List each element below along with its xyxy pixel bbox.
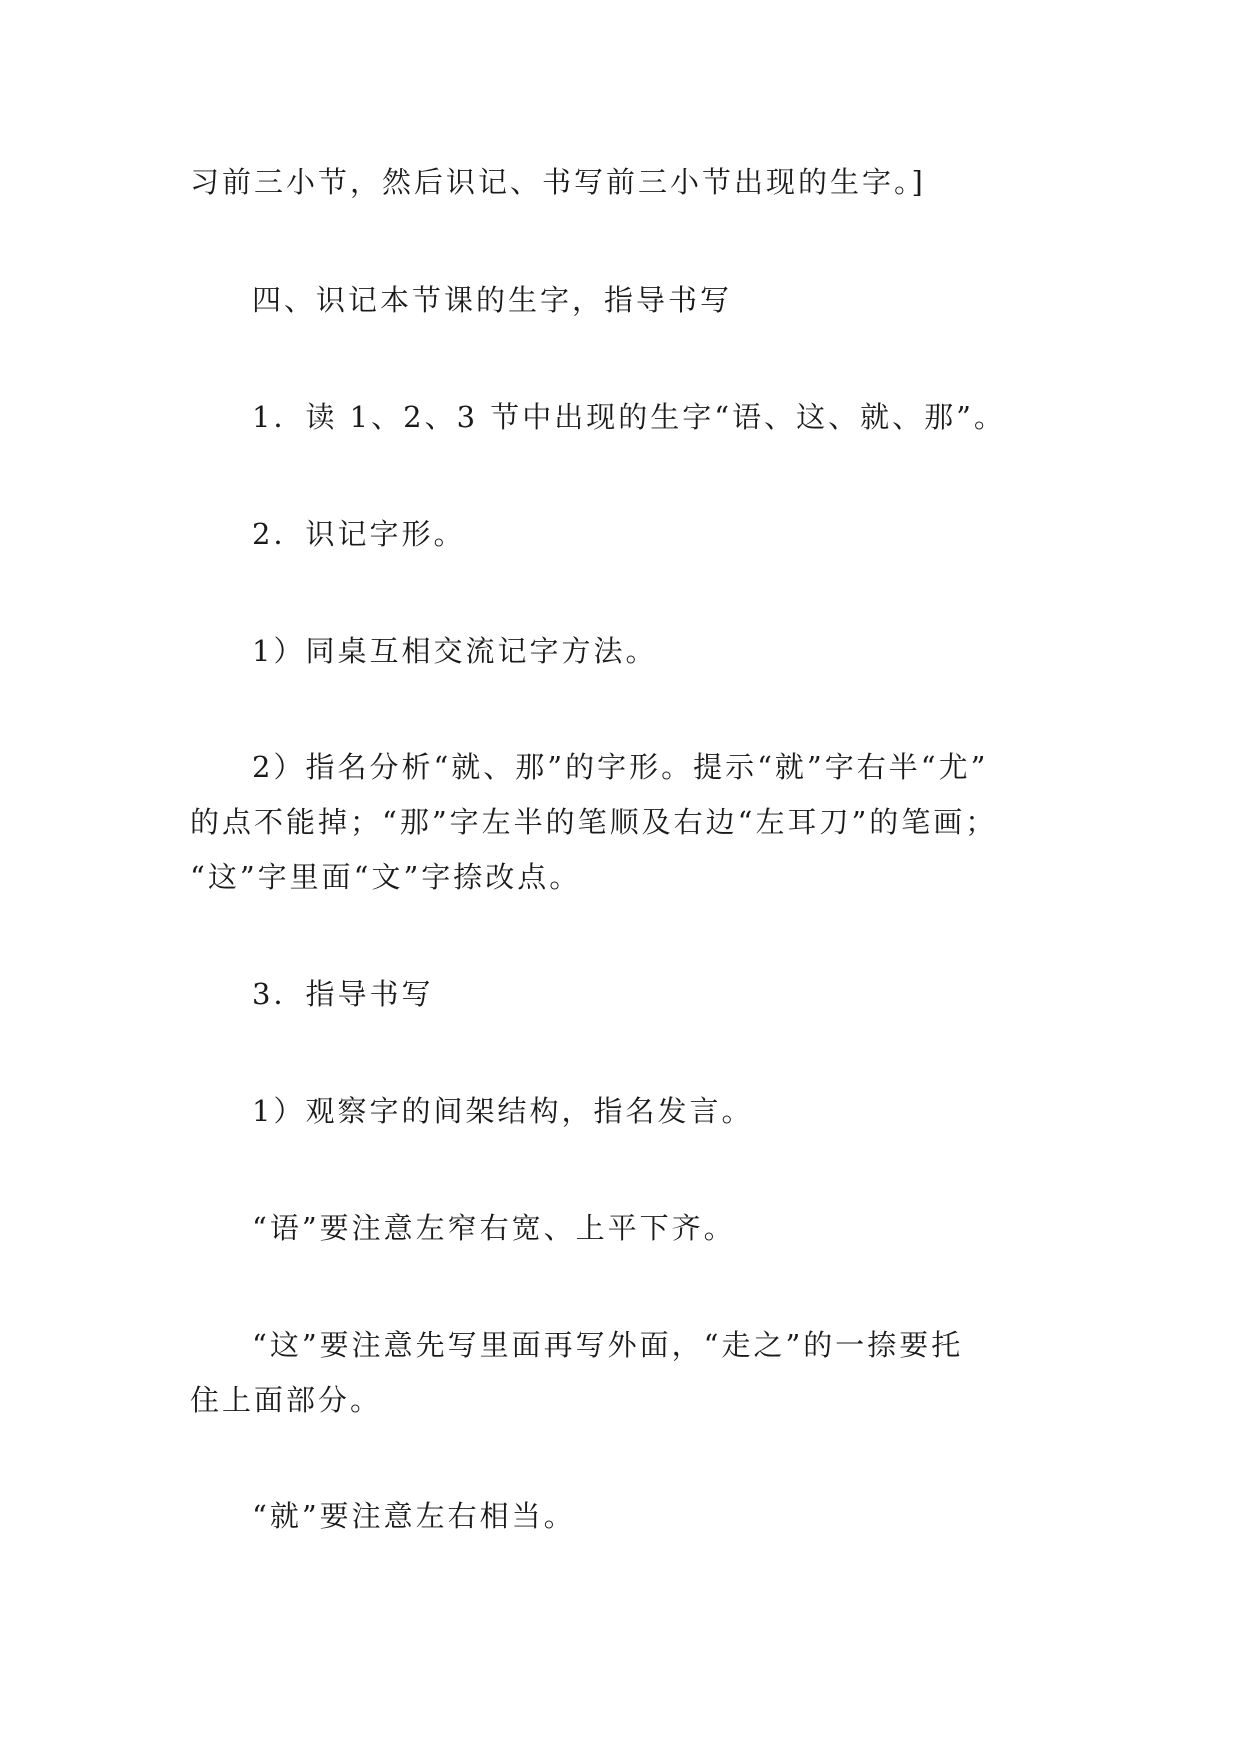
paragraph-line: 住上面部分。 bbox=[190, 1383, 383, 1417]
section-heading: 四、识记本节课的生字，指导书写 bbox=[252, 283, 733, 317]
paragraph-line: 1）同桌互相交流记字方法。 bbox=[252, 634, 658, 668]
paragraph-line: 2）指名分析“就、那”的字形。提示“就”字右半“尤” bbox=[252, 750, 989, 784]
paragraph-line: “语”要注意左窄右宽、上平下齐。 bbox=[252, 1211, 736, 1245]
paragraph-line: 1）观察字的间架结构，指名发言。 bbox=[252, 1094, 754, 1128]
paragraph-line: 习前三小节，然后识记、书写前三小节出现的生字。] bbox=[190, 165, 926, 199]
paragraph-line: 的点不能掉；“那”字左半的笔顺及右边“左耳刀”的笔画； bbox=[190, 805, 998, 839]
paragraph-line: 1．读 1、2、3 节中出现的生字“语、这、就、那”。 bbox=[252, 400, 1006, 434]
section-heading: 3．指导书写 bbox=[252, 977, 434, 1011]
paragraph-line: “这”字里面“文”字捺改点。 bbox=[190, 860, 582, 894]
paragraph-line: 2．识记字形。 bbox=[252, 517, 466, 551]
paragraph-line: “就”要注意左右相当。 bbox=[252, 1499, 576, 1533]
paragraph-line: “这”要注意先写里面再写外面，“走之”的一捺要托 bbox=[252, 1328, 964, 1362]
